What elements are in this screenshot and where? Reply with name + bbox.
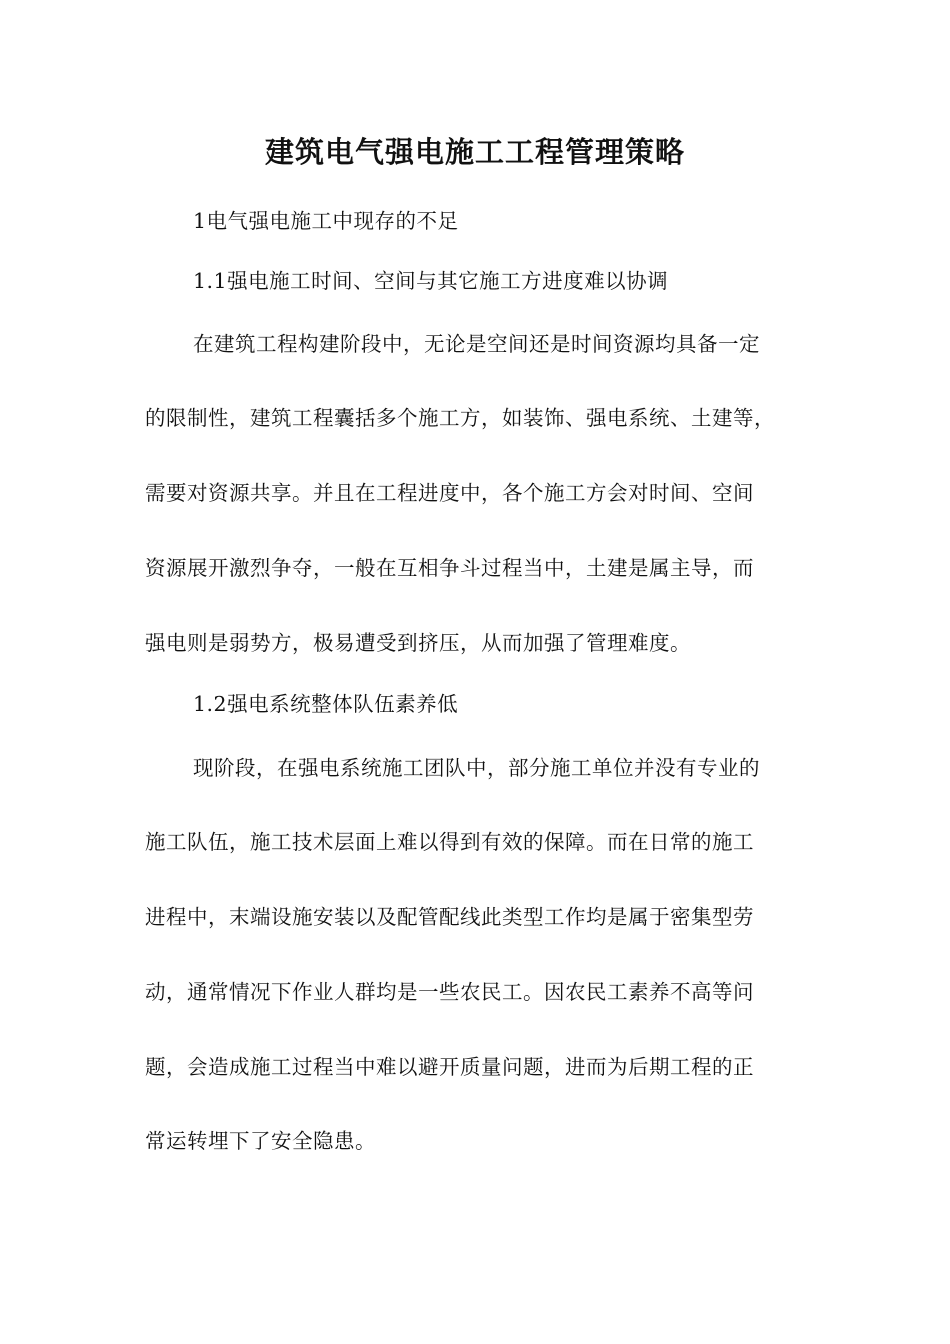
paragraph-line: 需要对资源共享。并且在工程进度中，各个施工方会对时间、空间 — [145, 481, 754, 505]
section-heading: 1电气强电施工中现存的不足 — [193, 209, 459, 233]
paragraph-line: 在建筑工程构建阶段中，无论是空间还是时间资源均具备一定 — [193, 332, 760, 356]
paragraph-line: 题，会造成施工过程当中难以避开质量问题，进而为后期工程的正 — [145, 1055, 754, 1079]
subsection-heading: 1.2强电系统整体队伍素养低 — [193, 692, 459, 716]
page-title: 建筑电气强电施工工程管理策略 — [264, 135, 685, 169]
paragraph-line: 资源展开激烈争夺，一般在互相争斗过程当中，土建是属主导，而 — [145, 556, 754, 580]
paragraph-line: 进程中，末端设施安装以及配管配线此类型工作均是属于密集型劳 — [145, 905, 754, 929]
paragraph-line: 动，通常情况下作业人群均是一些农民工。因农民工素养不高等问 — [145, 980, 754, 1004]
paragraph-line: 现阶段，在强电系统施工团队中，部分施工单位并没有专业的 — [193, 756, 760, 780]
paragraph-line: 强电则是弱势方，极易遭受到挤压，从而加强了管理难度。 — [145, 631, 691, 655]
paragraph-line: 常运转埋下了安全隐患。 — [145, 1129, 376, 1153]
paragraph-line: 施工队伍，施工技术层面上难以得到有效的保障。而在日常的施工 — [145, 830, 754, 854]
paragraph-line: 的限制性，建筑工程囊括多个施工方，如装饰、强电系统、土建等， — [145, 406, 775, 430]
subsection-heading: 1.1强电施工时间、空间与其它施工方进度难以协调 — [193, 269, 669, 293]
